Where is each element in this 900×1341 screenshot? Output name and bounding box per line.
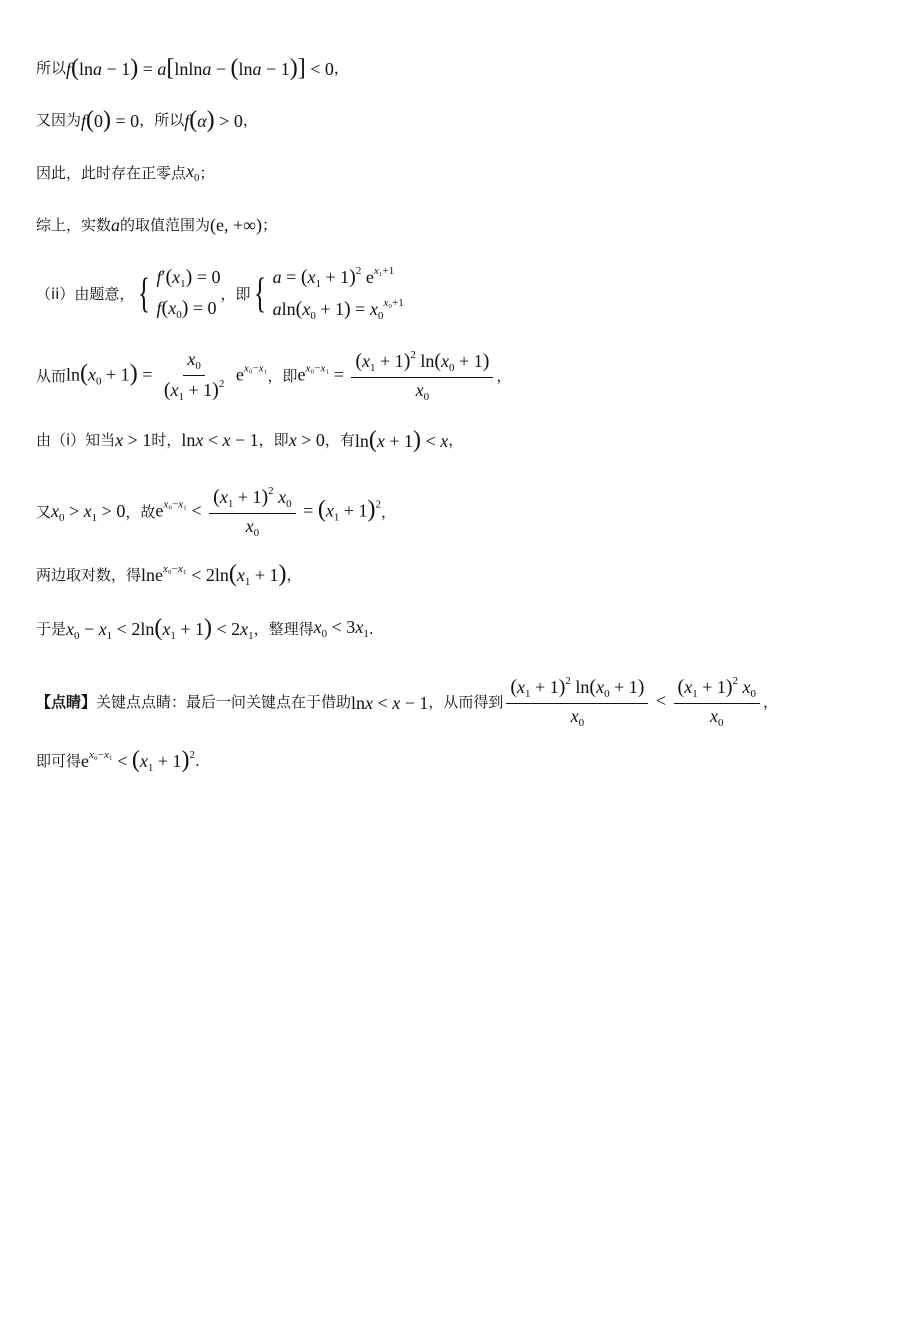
line-8-text-mid: ，故 bbox=[125, 503, 156, 521]
line-12 bbox=[36, 748, 200, 774]
line-5 bbox=[36, 266, 404, 322]
line-6-text-post: ， bbox=[496, 367, 512, 385]
line-6-text-mid: ，即 bbox=[267, 367, 298, 385]
line-6 bbox=[36, 350, 511, 403]
line-7-formula-1: x > 1 bbox=[115, 430, 152, 450]
line-2-text-pre: 又因为 bbox=[36, 110, 82, 129]
line-4-text-post: ； bbox=[262, 215, 278, 234]
line-7-text-post: ， bbox=[448, 430, 464, 449]
line-3-text-pre: 因此，此时存在正零点 bbox=[36, 163, 187, 182]
line-9-text-pre: 两边取对数，得 bbox=[36, 565, 142, 584]
line-11-text-mid: ，从而得到 bbox=[428, 693, 504, 711]
line-8-text-pre: 又 bbox=[36, 503, 52, 521]
line-10 bbox=[36, 616, 374, 642]
line-2-formula-1: f(0) = 0 bbox=[81, 107, 140, 133]
line-10-text-post: . bbox=[368, 619, 374, 638]
line-11 bbox=[36, 676, 778, 729]
line-8-text-post: ， bbox=[380, 503, 396, 521]
line-11-text-pre: 关键点点睛：最后一问关键点在于借助 bbox=[96, 693, 352, 711]
line-11-text-post: ， bbox=[763, 693, 779, 711]
line-10-formula-1: $x_0 - x_1 < 2\ln(x_1 + 1) < 2x_1$ bbox=[66, 615, 254, 642]
line-7-formula-3: x > 0 bbox=[288, 430, 325, 450]
line-12-formula: $e^{x_0-x_1} < (x_1 + 1)^2$ bbox=[81, 747, 195, 774]
line-6-formula-1: $\ln(x_0 + 1)$ = $\frac{x_0}{(x_1 + 1)^2}$ $e^{x_0-x_1}$ bbox=[66, 349, 268, 403]
line-4-text-pre: 综上，实数 bbox=[36, 215, 112, 234]
line-5-system-2: { $a = (x_1 + 1)^2$ $e^{x_1+1}$ $aln(x_0 + 1) = x_0^{x_0+1}$ bbox=[254, 265, 404, 322]
line-1 bbox=[36, 56, 349, 80]
line-9-text-post: ， bbox=[286, 565, 302, 584]
line-6-text-pre: 从而 bbox=[36, 367, 67, 385]
line-6-formula-2: $e^{x_0-x_1}$ = $\frac{(x_1 + 1)^2 \ln(x_0 + 1)}{x_0}$ bbox=[298, 350, 497, 403]
line-1-text-pre: 所以 bbox=[36, 58, 67, 77]
line-2-formula-2: f(α) > 0 bbox=[184, 107, 243, 133]
line-4-interval: (e, +∞) bbox=[210, 215, 262, 235]
line-8 bbox=[36, 486, 396, 539]
line-10-text-pre: 于是 bbox=[36, 619, 67, 638]
line-7-text-mid1: 时， bbox=[151, 430, 182, 449]
line-5-text-mid: ，即 bbox=[220, 284, 251, 303]
line-3-formula: $x_0$ bbox=[186, 161, 200, 184]
line-2 bbox=[36, 108, 258, 132]
line-9-formula: $\ln e^{x_0-x_1} < 2\ln(x_1 + 1)$ bbox=[141, 561, 287, 588]
line-7-formula-4: ln(x + 1) < x bbox=[354, 427, 449, 453]
line-10-formula-2: $x_0 < 3x_1$ bbox=[313, 617, 369, 640]
line-5-text-pre: （ii）由题意， bbox=[36, 284, 135, 303]
line-3 bbox=[36, 162, 215, 184]
line-11-formula-2: $\frac{(x_1 + 1)^2 \ln(x_0 + 1)}{x_0}$ < $\frac{(x_1 + 1)^2 x_0}{x_0}$ bbox=[503, 676, 763, 729]
line-11-tag: 【点睛】 bbox=[36, 693, 97, 711]
line-2-text-mid: ，所以 bbox=[139, 110, 185, 129]
line-1-text-post: ， bbox=[333, 58, 349, 77]
line-7-text-pre: 由（i）知当 bbox=[36, 430, 116, 449]
line-10-text-mid: ，整理得 bbox=[253, 619, 314, 638]
line-7-text-mid2: ，即 bbox=[258, 430, 289, 449]
line-12-text-pre: 即可得 bbox=[36, 751, 82, 770]
line-8-formula-2: $e^{x_0-x_1}$ < $\frac{(x_1 + 1)^2 x_0}{x_0}$ = $(x_1 + 1)^2$ bbox=[155, 485, 381, 539]
line-1-formula: f(lna − 1) = a[lnlna − (lna − 1)] < 0 bbox=[66, 55, 334, 81]
line-11-formula-1: lnx < x − 1 bbox=[351, 692, 429, 713]
line-9 bbox=[36, 562, 302, 588]
line-8-formula-1: $x_0 > x_1 > 0$ bbox=[51, 500, 126, 524]
line-7-formula-2: lnx < x − 1 bbox=[181, 430, 259, 450]
line-5-system-1: { $f'(x_1) = 0$ $f(x_0) = 0$ bbox=[138, 266, 221, 321]
line-7-text-mid3: ，有 bbox=[324, 430, 355, 449]
line-2-text-post: ， bbox=[242, 110, 258, 129]
line-3-text-post: ； bbox=[199, 163, 215, 182]
line-12-text-post: . bbox=[195, 751, 200, 770]
line-4-text-mid: 的取值范围为 bbox=[120, 215, 211, 234]
line-4-var-a: a bbox=[111, 215, 121, 235]
line-7 bbox=[36, 428, 463, 452]
line-4 bbox=[36, 216, 277, 234]
